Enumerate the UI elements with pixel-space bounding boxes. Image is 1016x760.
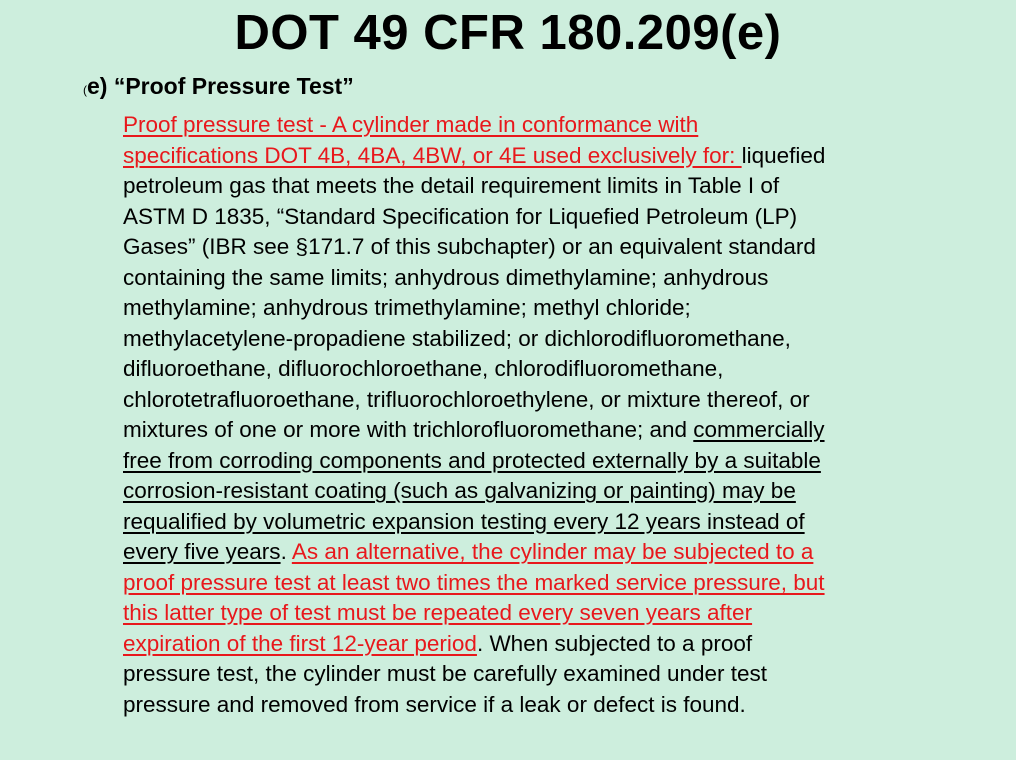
text-line [123, 110, 943, 141]
text-line [123, 293, 943, 324]
body-text: petroleum gas that meets the detail requirement limits in Table I of [123, 173, 780, 198]
body-text: mixtures of one or more with trichlorofluoromethane; and [123, 417, 694, 442]
slide-title: DOT 49 CFR 180.209(e) [234, 6, 782, 60]
body-text: difluoroethane, difluorochloroethane, chlorodifluoromethane, [123, 356, 724, 381]
body-text: containing the same limits; anhydrous dimethylamine; anhydrous [123, 264, 769, 290]
regulation-text [123, 110, 943, 720]
body-text: . [280, 539, 292, 564]
section-heading [83, 71, 354, 105]
text-line [123, 324, 943, 355]
underlined-text: requalified by volumetric expansion testing every 12 years instead of [123, 508, 805, 534]
emphasized-text: specifications DOT 4B, 4BA, 4BW, or 4E used exclusively for: [123, 142, 742, 168]
underlined-text: commercially [693, 417, 825, 442]
underlined-text: every five years [123, 539, 281, 564]
text-line [123, 629, 943, 660]
text-line [123, 476, 943, 507]
text-line [123, 507, 943, 538]
underlined-text: free from corroding components and protected externally by a suitable [123, 447, 821, 473]
emphasized-text: Proof pressure test - A cylinder made in conformance with [123, 112, 699, 137]
emphasized-text: proof pressure test at least two times the marked service pressure, but [123, 569, 825, 595]
emphasized-text: this latter type of test must be repeated every seven years after [123, 600, 753, 625]
body-text: Gases” (IBR see §171.7 of this subchapter) or an equivalent standard [123, 234, 816, 259]
underlined-text: corrosion-resistant coating (such as galvanizing or painting) may be [123, 478, 796, 503]
text-line [123, 415, 943, 446]
body-text: chlorotetrafluoroethane, trifluorochloroethylene, or mixture thereof, or [123, 386, 810, 412]
body-text: methylamine; anhydrous trimethylamine; methyl chloride; [123, 295, 691, 320]
text-line [123, 385, 943, 416]
text-line [123, 446, 943, 477]
body-text: ASTM D 1835, “Standard Specification for Liquefied Petroleum (LP) [123, 203, 798, 229]
text-line [123, 263, 943, 294]
text-line [123, 141, 943, 172]
text-line [123, 537, 943, 568]
text-line [123, 232, 943, 263]
body-text: methylacetylene-propadiene stabilized; or dichlorodifluoromethane, [123, 325, 791, 351]
body-text: . When subjected to a proof [476, 630, 753, 656]
text-line [123, 598, 943, 629]
text-line [123, 202, 943, 233]
text-line [123, 659, 943, 690]
body-text: pressure and removed from service if a leak or defect is found. [123, 691, 746, 717]
section-heading-text: e) “Proof Pressure Test” [87, 73, 354, 99]
body-text: pressure test, the cylinder must be carefully examined under test [123, 661, 768, 686]
text-line [123, 568, 943, 599]
emphasized-text: expiration of the first 12-year period [123, 630, 477, 656]
body-text: liquefied [741, 142, 826, 168]
text-line [123, 690, 943, 721]
text-line [123, 354, 943, 385]
text-line [123, 171, 943, 202]
section-heading-paren: ( [83, 83, 87, 97]
emphasized-text: As an alternative, the cylinder may be subjected to a [291, 539, 814, 564]
